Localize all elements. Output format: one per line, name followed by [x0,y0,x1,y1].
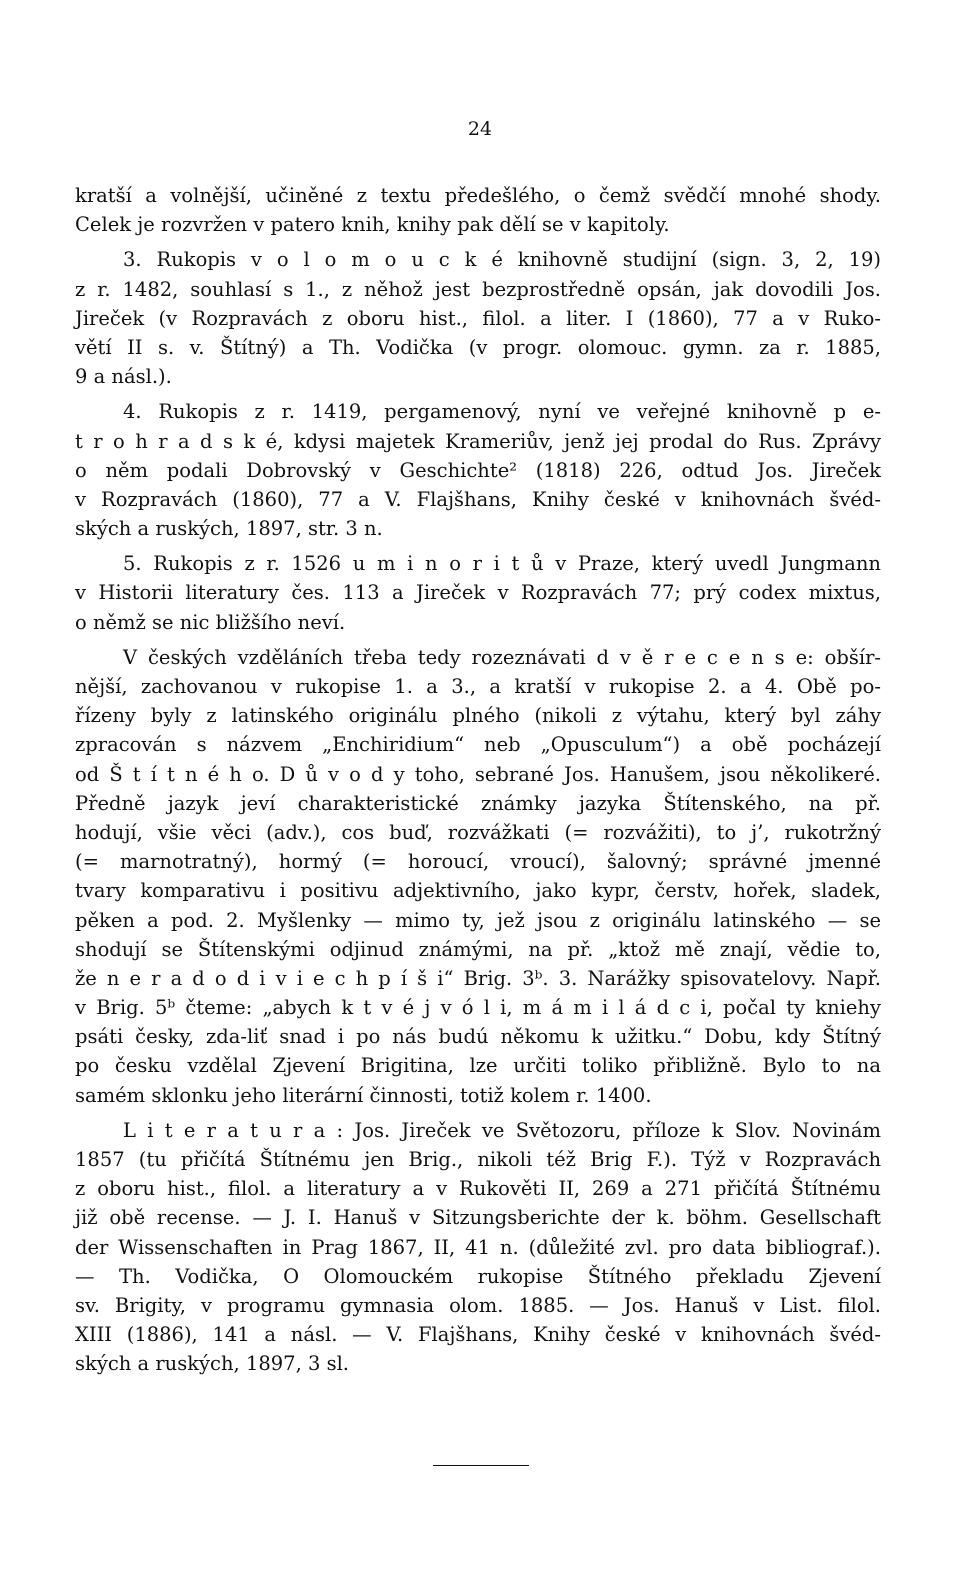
text-line: po česku vzdělal Zjevení Brigitina, lze určiti toliko přibližně. Bylo to na [75,1054,881,1078]
text-line: v Rozpravách (1860), 77 a V. Flajšhans, Knihy české v knihovnách švéd- [75,487,881,511]
text-line: L i t e r a t u r a : Jos. Jireček ve Světozoru, příloze k Slov. Novinám [123,1118,881,1142]
text-line: sv. Brigity, v programu gymnasia olom. 1885. — Jos. Hanuš v List. filol. [75,1293,881,1317]
paragraph [75,1116,881,1379]
text-line: nější, zachovanou v rukopise 1. a 3., a kratší v rukopise 2. a 4. Obě po- [75,675,881,698]
text-line: samém sklonku jeho literární činnosti, totiž kolem r. 1400. [75,1083,652,1107]
text-line: kratší a volnější, učiněné z textu předešlého, o čemž svědčí mnohé shody. [75,184,881,207]
end-rule [433,1465,529,1466]
paragraph [75,397,881,543]
text-line: 4. Rukopis z r. 1419, pergamenový, nyní ve veřejné knihovně p e- [123,400,881,424]
body-text [75,181,881,1379]
text-line: psáti česky, zda-liť snad i po nás budú někomu k užitku.“ Dobu, kdy Štítný [75,1025,881,1049]
paragraph [75,549,881,637]
text-line: hodují, všie věci (adv.), cos buď, rozvážkati (= rozvážiti), to j’, rukotržný [75,820,881,844]
text-line: z oboru hist., filol. a literatury a v Rukověti II, 269 a 271 přičítá Štítnému [75,1177,881,1201]
text-line: V českých vzděláních třeba tedy rozeznávati d v ě r e c e n s e: obšír- [123,645,881,669]
text-line: t r o h r a d s k é, kdysi majetek Krameriův, jenž jej prodal do Rus. Zprávy [75,429,881,453]
text-line: ských a ruských, 1897, str. 3 n. [75,517,383,541]
text-line: od Š t í t n é h o. D ů v o d y toho, sebrané Jos. Hanušem, jsou několikeré. [75,762,881,786]
text-line: Celek je rozvržen v patero knih, knihy pak dělí se v kapitoly. [75,213,670,237]
text-line: 9 a násl.). [75,365,172,389]
text-line: ských a ruských, 1897, 3 sl. [75,1352,350,1376]
page-number: 24 [467,118,493,140]
paragraph [75,181,881,239]
text-line: XIII (1886), 141 a násl. — V. Flajšhans, Knihy české v knihovnách švéd- [75,1323,881,1347]
text-line: Jireček (v Rozpravách z oboru hist., filol. a liter. I (1860), 77 a v Ruko- [75,306,881,330]
text-line: 5. Rukopis z r. 1526 u m i n o r i t ů v Praze, který uvedl Jungmann [123,552,881,576]
text-line: shodují se Štítenskými odjinud známými, na př. „ktož mě znají, vědie to, [75,937,881,961]
text-line: řízeny byly z latinského originálu plného (nikoli z výtahu, který byl záhy [75,704,881,728]
text-line: — Th. Vodička, O Olomouckém rukopise Štítného překladu Zjevení [75,1264,881,1288]
text-line: zpracován s názvem „Enchiridium“ neb „Opusculum“) a obě pocházejí [75,733,881,757]
text-line: der Wissenschaften in Prag 1867, II, 41 n. (důležité zvl. pro data bibliograf.). [75,1235,881,1259]
text-line: o němž se nic bližšího neví. [75,610,346,634]
text-line: Předně jazyk jeví charakteristické známky jazyka Štítenského, na př. [75,791,881,815]
text-line: v Historii literatury čes. 113 a Jireček v Rozpravách 77; prý codex mixtus, [75,581,881,605]
text-line: větí II s. v. Štítný) a Th. Vodička (v progr. olomouc. gymn. za r. 1885, [75,335,881,359]
paragraph [75,245,881,391]
text-line: 1857 (tu přičítá Štítnému jen Brig., nikoli též Brig F.). Týž v Rozpravách [75,1148,881,1171]
text-line: tvary komparativu i positivu adjektivního, jako kypr, čerstv, hořek, sladek, [75,879,881,903]
text-line: o něm podali Dobrovský v Geschichte² (1818) 226, odtud Jos. Jireček [75,458,881,482]
paragraph [75,643,881,1110]
text-line: pěken a pod. 2. Myšlenky — mimo ty, jež jsou z originálu latinského — se [75,908,881,932]
text-line: (= marnotratný), hormý (= horoucí, vroucí), šalovný; správné jmenné [75,850,881,874]
text-line: z r. 1482, souhlasí s 1., z něhož jest bezprostředně opsán, jak dovodili Jos. [75,277,881,301]
text-line: 3. Rukopis v o l o m o u c k é knihovně studijní (sign. 3, 2, 19) [123,248,881,272]
text-line: již obě recense. — J. I. Hanuš v Sitzungsberichte der k. böhm. Gesellschaft [75,1206,881,1230]
text-line: v Brig. 5ᵇ čteme: „abych k t v é j v ó l i, m á m i l á d c i, počal ty kniehy [75,996,881,1020]
text-line: že n e r a d o d i v i e c h p í š i“ Brig. 3ᵇ. 3. Narážky spisovatelovy. Např. [75,966,881,990]
